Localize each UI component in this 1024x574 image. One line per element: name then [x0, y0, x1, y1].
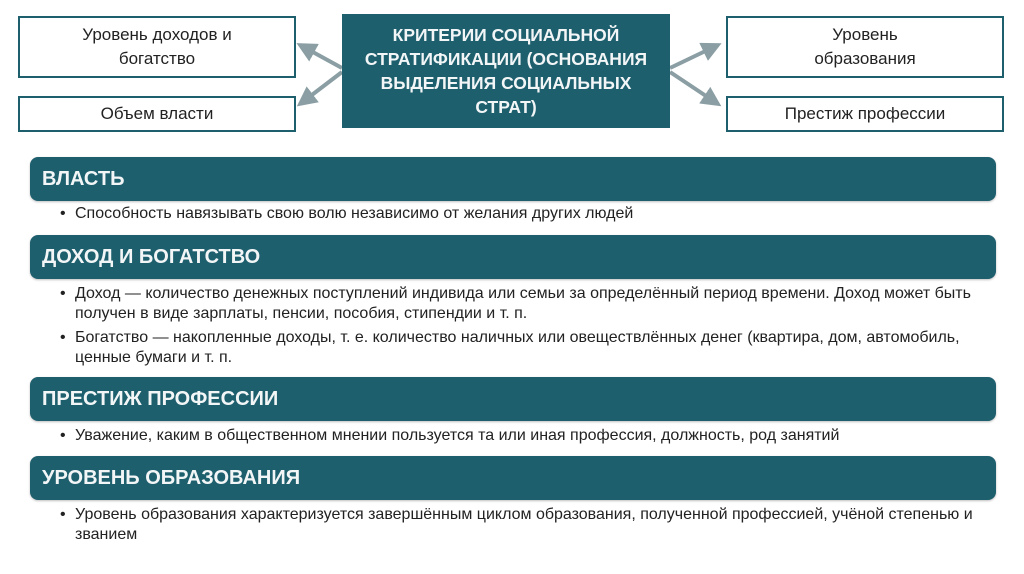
section-title: УРОВЕНЬ ОБРАЗОВАНИЯ	[42, 466, 301, 489]
section-title: ДОХОД И БОГАТСТВО	[42, 245, 261, 268]
list-item: • Уровень образования характеризуется завершённым циклом образования, полученной профессией, учёной степенью и званием	[60, 505, 990, 545]
income-box-label: Уровень доходов и богатство	[82, 25, 232, 68]
section-header-power	[30, 157, 996, 201]
arrow-to-income	[300, 45, 342, 68]
power-box	[18, 96, 296, 132]
criteria-title: КРИТЕРИИ СОЦИАЛЬНОЙ СТРАТИФИКАЦИИ (ОСНОВАНИЯ ВЫДЕЛЕНИЯ СОЦИАЛЬНЫХ СТРАТ)	[364, 25, 648, 117]
section-header-education	[30, 456, 996, 500]
section-header-income	[30, 235, 996, 279]
section-title: ВЛАСТЬ	[42, 167, 125, 190]
section-list-education	[60, 505, 990, 549]
list-item: • Доход — количество денежных поступлений индивида или семьи за определённый период времени. Доход может быть получен в виде зарплаты, пенсии, пособия, стипендии и т. п.	[60, 284, 990, 324]
education-box	[726, 16, 1004, 78]
list-item: • Уважение, каким в общественном мнении пользуется та или иная профессия, должность, род занятий	[60, 426, 990, 446]
section-header-prestige	[30, 377, 996, 421]
prestige-box	[726, 96, 1004, 132]
arrow-to-prestige	[670, 72, 718, 104]
section-list-prestige	[60, 426, 990, 450]
list-item: • Богатство — накопленные доходы, т. е. количество наличных или овеществлённых денег (квартира, дом, автомобиль, ценные бумаги и т. п.	[60, 328, 990, 368]
criteria-title-box	[342, 14, 670, 128]
arrow-to-education	[670, 45, 718, 68]
list-item: • Способность навязывать свою волю независимо от желания других людей	[60, 204, 990, 224]
income-box	[18, 16, 296, 78]
power-box-label: Объем власти	[100, 104, 214, 123]
education-box-label: Уровень образования	[814, 25, 916, 68]
arrow-to-power	[300, 72, 342, 104]
prestige-box-label: Престиж профессии	[784, 104, 946, 123]
section-list-income	[60, 284, 990, 372]
section-list-power	[60, 204, 990, 228]
section-title: ПРЕСТИЖ ПРОФЕССИИ	[42, 387, 279, 410]
